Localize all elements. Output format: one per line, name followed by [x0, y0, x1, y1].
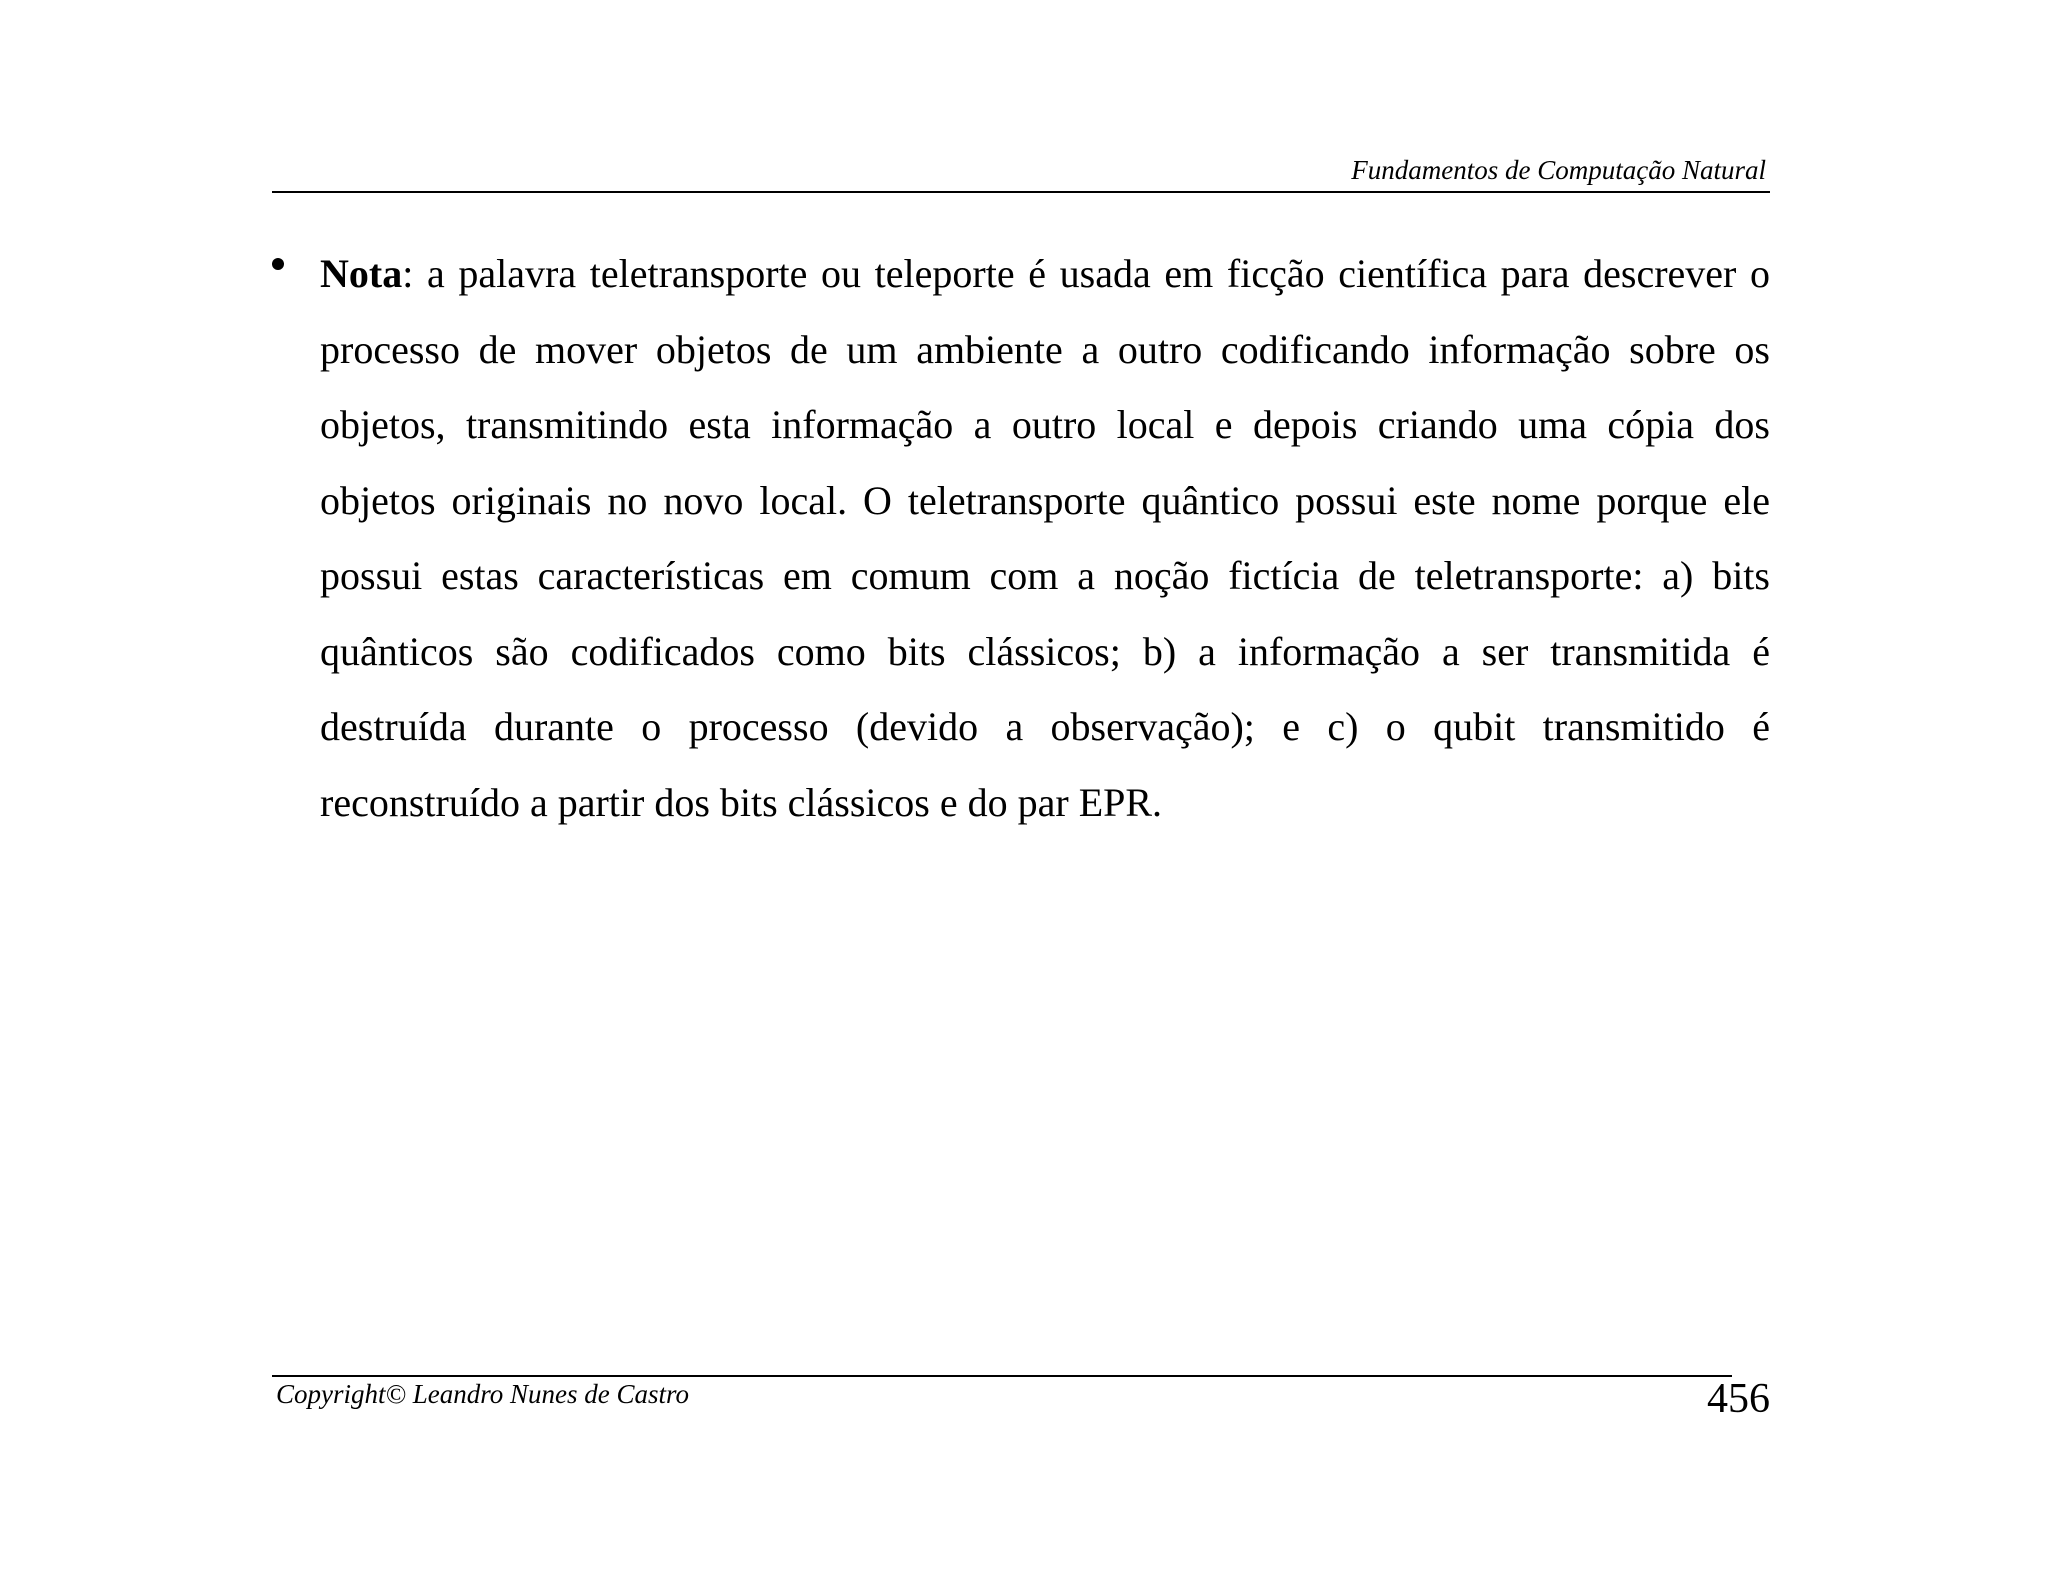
footer-divider [272, 1375, 1732, 1377]
footer-copyright: Copyright© Leandro Nunes de Castro [276, 1379, 690, 1409]
note-bullet-item [272, 236, 1770, 840]
running-header-title: Fundamentos de Computação Natural [1351, 155, 1766, 185]
bullet-icon [272, 258, 284, 270]
note-label: Nota [320, 251, 403, 296]
page-number: 456 [1707, 1376, 1770, 1422]
note-paragraph [320, 236, 1770, 840]
note-body-text: : a palavra teletransporte ou teleporte é usada em ficção científica para descrever o processo de mover objetos de um ambiente a outro codificando informação sobre os objetos, transmitindo esta informação a outro local e depois criando uma cópia dos objetos originais no novo local. O teletransporte quântico possui este nome porque ele possui estas características em comum com a noção fictícia de teletransporte: a) bits quânticos são codificados como bits clássicos; b) a informação a ser transmitida é destruída durante o processo (devido a observação); e c) o qubit transmitido é reconstruído a partir dos bits clássicos e do par EPR. [320, 251, 1770, 825]
header-divider [272, 191, 1770, 193]
